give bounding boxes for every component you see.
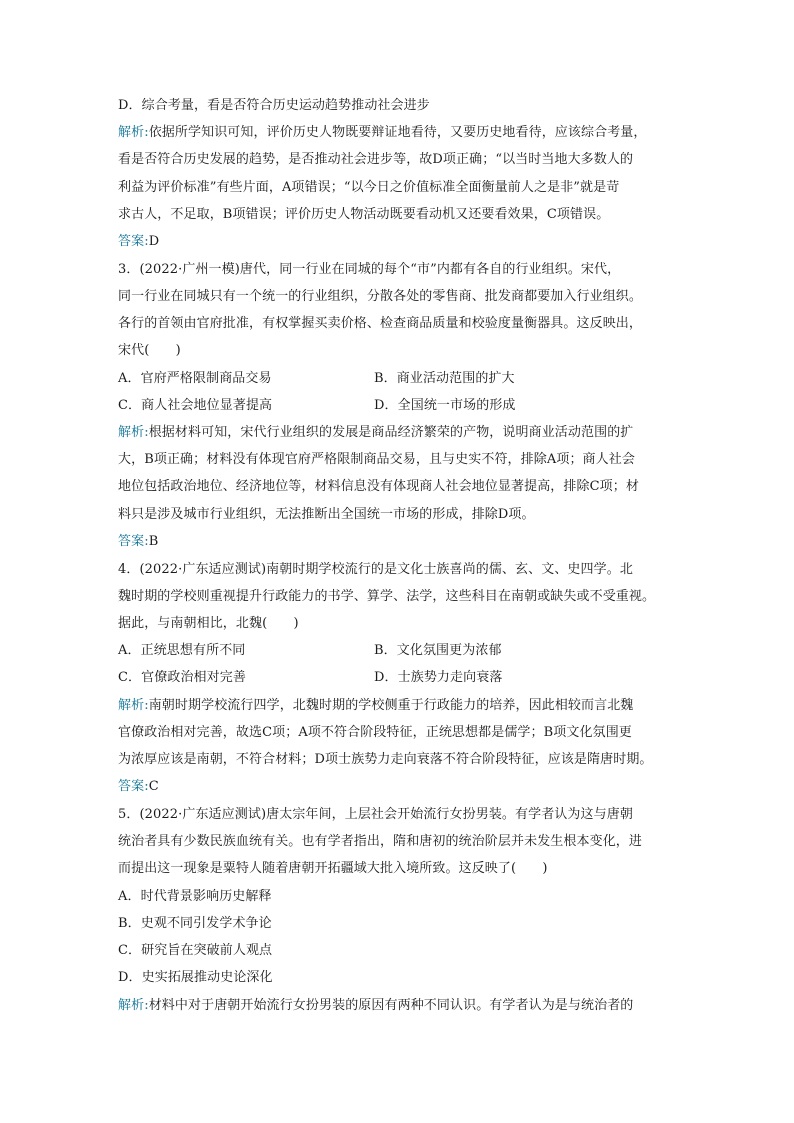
- q3-analysis-line: 解析:根据材料可知，宋代行业组织的发展是商品经济繁荣的产物，说明商业活动范围的扩: [118, 425, 634, 440]
- q2-analysis-line: 利益为评价标准”有些片面，A项错误；“以今日之价值标准全面衡量前人之是非”就是苛: [118, 180, 620, 195]
- q3-option-b[interactable]: B．商业活动范围的扩大: [374, 371, 515, 386]
- q5-stem-line: 而提出这一现象是粟特人随着唐朝开拓疆域大批入境所致。这反映了( ): [118, 861, 548, 876]
- q5-option-b[interactable]: B．史观不同引发学术争论: [118, 916, 272, 931]
- answer-label: 答案:: [118, 534, 149, 549]
- q3-stem-line: 同一行业在同城只有一个统一的行业组织，分散各处的零售商、批发商都要加入行业组织。: [118, 289, 643, 304]
- q5-option-a[interactable]: A．时代背景影响历史解释: [118, 889, 272, 904]
- q3-analysis-line: 大，B项正确；材料没有体现官府严格限制商品交易，且与史实不符，排除A项；商人社会: [118, 452, 635, 467]
- analysis-label: 解析:: [118, 125, 149, 140]
- q2-analysis-line: 解析:依据所学知识可知，评价历史人物既要辩证地看待，又要历史地看待，应该综合考量，: [118, 125, 647, 140]
- q5-stem-line: 5．(2022·广东适应测试)唐太宗年间，上层社会开始流行女扮男装。有学者认为这与唐朝: [118, 807, 633, 822]
- q2-analysis-line: 求古人，不足取，B项错误；评价历史人物活动既要看动机又还要看效果，C项错误。: [118, 207, 610, 222]
- q3-option-c[interactable]: C．商人社会地位显著提高: [118, 398, 273, 413]
- q4-stem-line: 4．(2022·广东适应测试)南朝时期学校流行的是文化士族喜尚的儒、玄、文、史四学。北: [118, 562, 633, 577]
- q3-analysis-line: 地位包括政治地位、经济地位等，材料信息没有体现商人社会地位显著提高，排除C项；材: [118, 479, 639, 494]
- q3-stem-line: 各行的首领由官府批准，有权掌握买卖价格、检查商品质量和校验度量衡器具。这反映出，: [118, 316, 643, 331]
- answer-label: 答案:: [118, 234, 149, 249]
- q5-analysis-line: 解析:材料中对于唐朝开始流行女扮男装的原因有两种不同认识。有学者认为是与统治者的: [118, 998, 634, 1013]
- q3-option-d[interactable]: D．全国统一市场的形成: [374, 398, 516, 413]
- q4-analysis-line: 解析:南朝时期学校流行四学，北魏时期的学校侧重于行政能力的培养，因此相较而言北魏: [118, 698, 634, 713]
- q5-option-c[interactable]: C．研究旨在突破前人观点: [118, 943, 273, 958]
- q3-stem-line: 3．(2022·广州一模)唐代，同一行业在同城的每个“市”内都有各自的行业组织。宋代，: [118, 262, 621, 277]
- q2-option-d: D．综合考量，看是否符合历史运动趋势推动社会进步: [118, 98, 430, 113]
- q2-analysis-line: 看是否符合历史发展的趋势，是否推动社会进步等，故D项正确；“以当时当地大多数人的: [118, 152, 634, 167]
- q4-options-row: [118, 664, 678, 691]
- analysis-label: 解析:: [118, 425, 149, 440]
- q4-option-d[interactable]: D．士族势力走向衰落: [374, 670, 503, 685]
- q3-option-a[interactable]: A．官府严格限制商品交易: [118, 371, 272, 386]
- q4-analysis-line: 为浓厚应该是南朝，不符合材料；D项士族势力走向衰落不符合阶段特征，应该是隋唐时期。: [118, 752, 653, 767]
- q3-options-row: [118, 392, 678, 419]
- q4-analysis-line: 官僚政治相对完善，故选C项；A项不符合阶段特征，正统思想都是儒学；B项文化氛围更: [118, 725, 632, 740]
- q4-option-b[interactable]: B．文化氛围更为浓郁: [374, 643, 502, 658]
- q3-options-row: [118, 365, 678, 392]
- q4-stem-line: 据此，与南朝相比，北魏( ): [118, 616, 299, 631]
- answer-label: 答案:: [118, 779, 149, 794]
- q4-answer: 答案:C: [118, 779, 159, 794]
- q5-option-d[interactable]: D．史实拓展推动史论深化: [118, 970, 273, 985]
- q4-option-c[interactable]: C．官僚政治相对完善: [118, 670, 246, 685]
- q3-analysis-line: 料只是涉及城市行业组织，无法推断出全国统一市场的形成，排除D项。: [118, 507, 535, 522]
- analysis-label: 解析:: [118, 698, 149, 713]
- q5-stem-line: 统治者具有少数民族血统有关。也有学者指出，隋和唐初的统治阶层并未发生根本变化，进: [118, 834, 643, 849]
- q3-stem-line: 宋代( ): [118, 343, 181, 358]
- q4-options-row: [118, 637, 678, 664]
- q3-answer: 答案:B: [118, 534, 159, 549]
- q4-stem-line: 魏时期的学校则重视提升行政能力的书学、算学、法学，这些科目在南朝或缺失或不受重视。: [118, 589, 656, 604]
- q2-answer: 答案:D: [118, 234, 160, 249]
- analysis-label: 解析:: [118, 998, 149, 1013]
- q4-option-a[interactable]: A．正统思想有所不同: [118, 643, 246, 658]
